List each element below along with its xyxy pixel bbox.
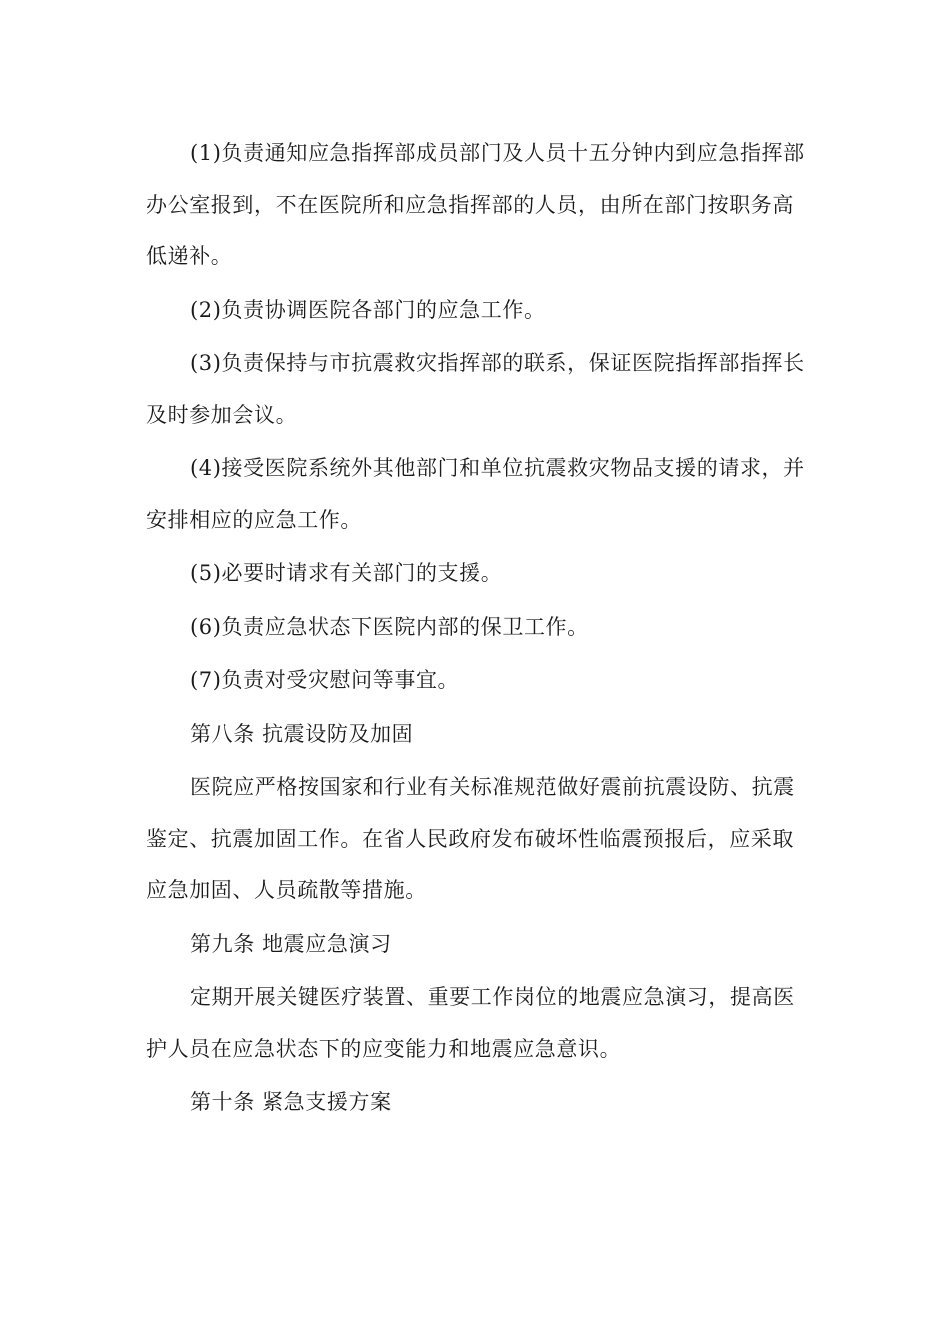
article-8-heading: 第八条 抗震设防及加固 — [190, 721, 414, 746]
document-body — [146, 128, 808, 1131]
paragraph-item-7: (7)负责对受灾慰问等事宜。 — [190, 668, 460, 692]
paragraph-item-4: (4)接受医院系统外其他部门和单位抗震救灾物品支援的请求，并安排相应的应急工作。 — [146, 456, 805, 532]
article-9-heading: 第九条 地震应急演习 — [190, 931, 392, 956]
article-9-body: 定期开展关键医疗装置、重要工作岗位的地震应急演习，提高医护人员在应急状态下的应变能力和地震应急意识。 — [146, 985, 795, 1061]
paragraph-item-1: (1)负责通知应急指挥部成员部门及人员十五分钟内到应急指挥部办公室报到，不在医院所和应急指挥部的人员，由所在部门按职务高低递补。 — [146, 141, 805, 268]
paragraph-item-3: (3)负责保持与市抗震救灾指挥部的联系，保证医院指挥部指挥长及时参加会议。 — [146, 351, 805, 427]
article-8-body: 医院应严格按国家和行业有关标准规范做好震前抗震设防、抗震鉴定、抗震加固工作。在省人民政府发布破坏性临震预报后，应采取应急加固、人员疏散等措施。 — [146, 775, 795, 902]
article-10-heading: 第十条 紧急支援方案 — [190, 1090, 392, 1114]
paragraph-item-6: (6)负责应急状态下医院内部的保卫工作。 — [190, 614, 589, 639]
paragraph-item-5: (5)必要时请求有关部门的支援。 — [190, 561, 503, 585]
paragraph-item-2: (2)负责协调医院各部门的应急工作。 — [190, 297, 546, 322]
